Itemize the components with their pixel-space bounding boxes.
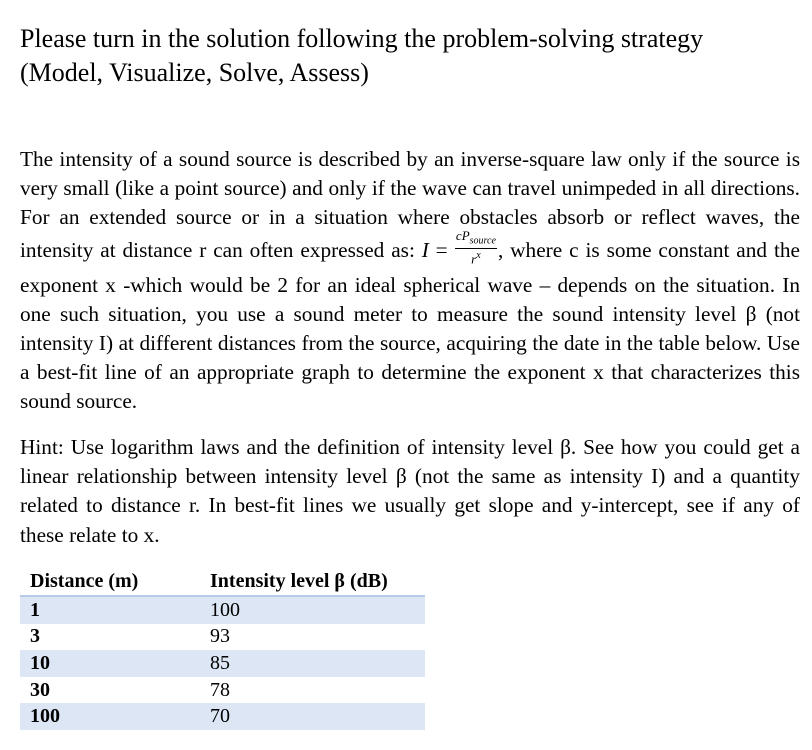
header-distance: Distance (m)	[20, 565, 200, 596]
table-row	[20, 703, 425, 730]
formula-fraction	[455, 229, 497, 267]
cell-intensity: 70	[200, 703, 425, 730]
hint-paragraph	[20, 433, 800, 550]
page-heading	[20, 22, 780, 90]
formula-numerator: $cP_{source}$	[455, 229, 497, 250]
cell-distance: 3	[30, 625, 40, 648]
heading-line-1: Please turn in the solution following the problem-solving strategy	[20, 24, 704, 53]
problem-paragraph	[20, 145, 800, 417]
problem-text-after-formula: , where c is some constant and the exponent x -which would be 2 for an ideal spherical wave – depends on the situation. In one such situation, you use a sound meter to measure the sound intensity level β (not intensity I) at different distances from the source, acquiring the date in the table below. Use a best-fit line of an appropriate graph to determine the exponent x that characterizes this sound source.	[20, 237, 800, 414]
cell-intensity: 100	[200, 596, 425, 624]
hint-text: Hint: Use logarithm laws and the definition of intensity level β. See how you could get a linear relationship between intensity level β (not the same as intensity I) and a quantity related to distance r. In best-fit lines we usually get slope and y-intercept, see if any of these relate to x.	[20, 435, 800, 547]
problem-text-before-formula: The intensity of a sound source is described by an inverse-square law only if the source is very small (like a point source) and only if the wave can travel unimpeded in all directions. For an extended source or in a situation where obstacles absorb or reflect waves, the intensity at distance r can often expressed as:	[20, 147, 800, 262]
formula-denominator: $r^x$	[471, 250, 481, 267]
table-row	[20, 596, 425, 624]
intensity-formula	[421, 227, 498, 271]
cell-intensity: 85	[200, 650, 425, 677]
cell-intensity: 93	[210, 625, 230, 648]
table-row	[20, 624, 425, 651]
table-row	[20, 677, 425, 704]
formula-lhs: I =	[421, 237, 449, 262]
table-header-row	[20, 565, 425, 596]
data-table	[20, 565, 425, 730]
header-intensity: Intensity level β (dB)	[200, 565, 425, 596]
cell-distance: 100	[20, 703, 200, 730]
cell-distance: 30	[30, 678, 50, 701]
table-row	[20, 650, 425, 677]
cell-distance: 10	[20, 650, 200, 677]
heading-line-2: (Model, Visualize, Solve, Assess)	[20, 58, 369, 87]
cell-distance: 1	[20, 596, 200, 624]
cell-intensity: 78	[210, 678, 230, 701]
